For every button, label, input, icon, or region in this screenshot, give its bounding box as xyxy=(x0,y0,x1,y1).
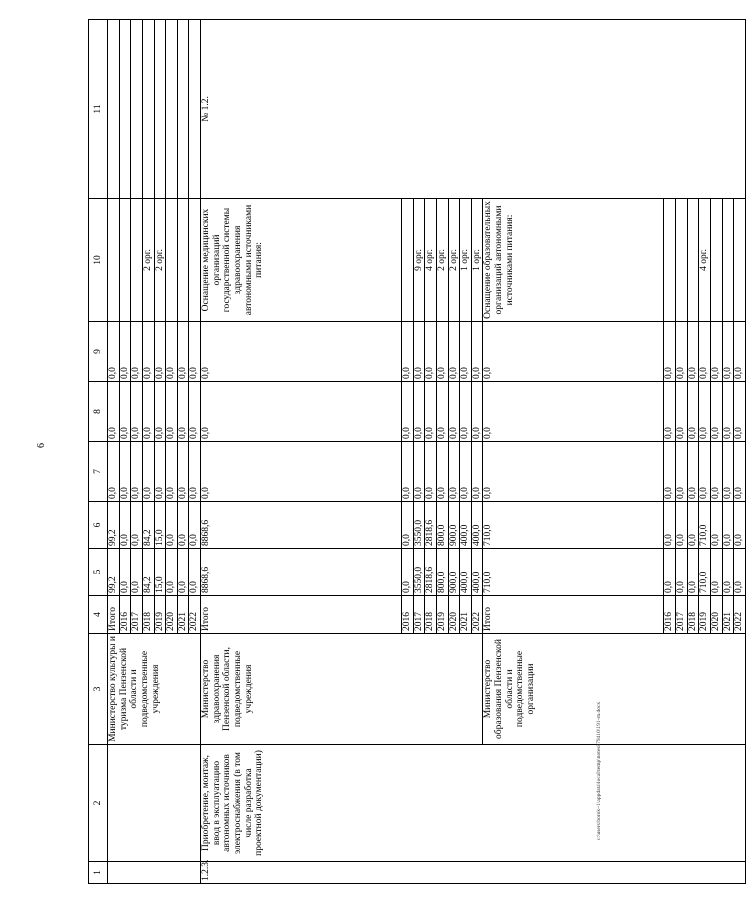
value-cell: 0,0 xyxy=(425,322,437,382)
item-code: 1.2.3. xyxy=(201,862,746,884)
value-cell: 0,0 xyxy=(108,442,120,502)
indicator-cell: 1 орг. xyxy=(460,199,472,322)
value-cell: 800,0 xyxy=(436,502,448,549)
value-cell: 0,0 xyxy=(119,502,131,549)
value-cell: 0,0 xyxy=(460,322,472,382)
year-cell: Итого xyxy=(108,596,120,634)
value-cell: 0,0 xyxy=(142,442,154,502)
indicator-cell xyxy=(177,199,189,322)
year-cell: 2021 xyxy=(722,596,734,634)
value-cell: 0,0 xyxy=(734,502,746,549)
value-cell: 0,0 xyxy=(166,442,178,502)
year-cell: 2019 xyxy=(699,596,711,634)
indicator-cell: 9 орг. xyxy=(413,199,425,322)
value-cell: 0,0 xyxy=(131,322,143,382)
value-cell: 0,0 xyxy=(131,502,143,549)
col-3-header: 3 xyxy=(89,634,108,745)
value-cell: 0,0 xyxy=(436,442,448,502)
indicator-cell: 2 орг. xyxy=(154,199,166,322)
value-cell: 0,0 xyxy=(710,322,722,382)
indicator-cell xyxy=(722,199,734,322)
value-cell: 400,0 xyxy=(460,549,472,596)
value-cell: 0,0 xyxy=(119,442,131,502)
total-value: 8868,6 xyxy=(201,502,402,549)
value-cell: 0,0 xyxy=(436,382,448,442)
col11-cell xyxy=(177,20,189,199)
value-cell: 0,0 xyxy=(413,442,425,502)
value-cell: 0,0 xyxy=(722,442,734,502)
value-cell: 0,0 xyxy=(687,322,699,382)
col11-cell xyxy=(119,20,131,199)
value-cell: 0,0 xyxy=(402,549,414,596)
value-cell: 0,0 xyxy=(177,502,189,549)
value-cell: 0,0 xyxy=(710,382,722,442)
table-row xyxy=(201,20,402,884)
value-cell: 0,0 xyxy=(676,502,688,549)
col-2-header: 2 xyxy=(89,745,108,862)
value-cell: 0,0 xyxy=(166,502,178,549)
year-cell: 2020 xyxy=(710,596,722,634)
value-cell: 0,0 xyxy=(460,382,472,442)
header-row xyxy=(89,20,108,884)
value-cell: 0,0 xyxy=(154,442,166,502)
value-cell: 0,0 xyxy=(699,442,711,502)
value-cell: 0,0 xyxy=(471,382,483,442)
org-health: Министерство здравоохранения Пензенской области, подведомственные учреждения xyxy=(201,634,483,745)
year-cell: 2018 xyxy=(142,596,154,634)
value-cell: 0,0 xyxy=(154,322,166,382)
value-cell: 84,2 xyxy=(142,502,154,549)
org-culture: Министерство культуры и туризма Пензенской области и подведомственные учреждения xyxy=(108,634,201,745)
indicator-title: Оснащение образовательных организаций автономными источниками питания: xyxy=(483,199,664,322)
value-cell: 0,0 xyxy=(471,442,483,502)
file-path-footer: c:\users\borok~1\appdata\local\temp\notes879410\191-rn.docx xyxy=(596,701,602,840)
indicator-cell: 4 орг. xyxy=(425,199,437,322)
col-9-header: 9 xyxy=(89,322,108,382)
value-cell: 0,0 xyxy=(177,442,189,502)
value-cell: 400,0 xyxy=(460,502,472,549)
value-cell: 0,0 xyxy=(664,322,676,382)
table-row xyxy=(108,20,120,884)
year-cell: 2016 xyxy=(119,596,131,634)
col11-cell xyxy=(154,20,166,199)
item-code-cell xyxy=(108,862,201,884)
value-cell: 0,0 xyxy=(166,382,178,442)
value-cell: 0,0 xyxy=(710,502,722,549)
value-cell: 0,0 xyxy=(189,382,201,442)
value-cell: 0,0 xyxy=(413,382,425,442)
col-8-header: 8 xyxy=(89,382,108,442)
col-1-header: 1 xyxy=(89,862,108,884)
indicator-cell xyxy=(664,199,676,322)
year-cell: 2022 xyxy=(734,596,746,634)
col-5-header: 5 xyxy=(89,549,108,596)
year-cell: 2017 xyxy=(676,596,688,634)
indicator-cell: 4 орг. xyxy=(699,199,711,322)
col-4-header: 4 xyxy=(89,596,108,634)
value-cell: 0,0 xyxy=(687,502,699,549)
indicator-cell xyxy=(119,199,131,322)
col-6-header: 6 xyxy=(89,502,108,549)
item-title-cell xyxy=(108,745,201,862)
col11-cell xyxy=(131,20,143,199)
value-cell: 2818,6 xyxy=(425,549,437,596)
total-value: 0,0 xyxy=(201,442,402,502)
value-cell: 710,0 xyxy=(699,502,711,549)
value-cell: 0,0 xyxy=(722,502,734,549)
year-cell: 2016 xyxy=(402,596,414,634)
value-cell: 0,0 xyxy=(108,382,120,442)
value-cell: 3550,0 xyxy=(413,502,425,549)
value-cell: 0,0 xyxy=(471,322,483,382)
value-cell: 0,0 xyxy=(402,382,414,442)
col-11-header: 11 xyxy=(89,20,108,199)
value-cell: 0,0 xyxy=(676,549,688,596)
value-cell: 900,0 xyxy=(448,502,460,549)
value-cell: 0,0 xyxy=(460,442,472,502)
value-cell: 0,0 xyxy=(177,549,189,596)
indicator-cell: 2 орг. xyxy=(436,199,448,322)
indicator-cell xyxy=(402,199,414,322)
value-cell: 0,0 xyxy=(722,549,734,596)
program-table xyxy=(88,19,746,884)
value-cell: 99,2 xyxy=(108,549,120,596)
year-cell: 2022 xyxy=(471,596,483,634)
value-cell: 0,0 xyxy=(131,442,143,502)
value-cell: 0,0 xyxy=(664,502,676,549)
total-value: 710,0 xyxy=(483,502,664,549)
value-cell: 0,0 xyxy=(710,442,722,502)
value-cell: 710,0 xyxy=(699,549,711,596)
value-cell: 0,0 xyxy=(189,442,201,502)
indicator-cell: 2 орг. xyxy=(142,199,154,322)
value-cell: 0,0 xyxy=(448,322,460,382)
value-cell: 15,0 xyxy=(154,549,166,596)
year-cell: 2022 xyxy=(189,596,201,634)
value-cell: 0,0 xyxy=(676,442,688,502)
indicator-cell xyxy=(710,199,722,322)
value-cell: 0,0 xyxy=(189,502,201,549)
value-cell: 0,0 xyxy=(119,382,131,442)
year-cell: 2019 xyxy=(154,596,166,634)
value-cell: 2818,6 xyxy=(425,502,437,549)
value-cell: 400,0 xyxy=(471,502,483,549)
col-10-header: 10 xyxy=(89,199,108,322)
value-cell: 0,0 xyxy=(142,322,154,382)
indicator-title: Оснащение медицинских организаций государственной системы здравоохранения автономными источниками питания: xyxy=(201,199,402,322)
total-value: 710,0 xyxy=(483,549,664,596)
indicator-cell xyxy=(687,199,699,322)
value-cell: 0,0 xyxy=(177,322,189,382)
value-cell: 0,0 xyxy=(425,382,437,442)
year-cell: 2018 xyxy=(425,596,437,634)
value-cell: 0,0 xyxy=(154,382,166,442)
value-cell: 0,0 xyxy=(734,442,746,502)
indicator-cell xyxy=(108,199,120,322)
value-cell: 0,0 xyxy=(108,322,120,382)
value-cell: 0,0 xyxy=(734,549,746,596)
value-cell: 0,0 xyxy=(687,382,699,442)
total-value: 0,0 xyxy=(483,382,664,442)
value-cell: 0,0 xyxy=(448,382,460,442)
value-cell: 0,0 xyxy=(699,322,711,382)
value-cell: 0,0 xyxy=(119,322,131,382)
year-cell: 2021 xyxy=(460,596,472,634)
year-cell: 2018 xyxy=(687,596,699,634)
col-7-header: 7 xyxy=(89,442,108,502)
year-cell: 2016 xyxy=(664,596,676,634)
value-cell: 84,2 xyxy=(142,549,154,596)
total-value: 0,0 xyxy=(201,322,402,382)
indicator-cell xyxy=(131,199,143,322)
value-cell: 0,0 xyxy=(676,322,688,382)
value-cell: 0,0 xyxy=(722,322,734,382)
page-number: 6 xyxy=(36,443,47,448)
year-cell: 2019 xyxy=(436,596,448,634)
col11-cell xyxy=(108,20,120,199)
year-cell: 2017 xyxy=(413,596,425,634)
program-table-rotated xyxy=(88,20,745,884)
value-cell: 0,0 xyxy=(166,549,178,596)
year-cell: 2017 xyxy=(131,596,143,634)
indicator-cell xyxy=(189,199,201,322)
value-cell: 0,0 xyxy=(402,442,414,502)
value-cell: 0,0 xyxy=(664,382,676,442)
value-cell: 0,0 xyxy=(189,322,201,382)
col11-reference: № 1.2. xyxy=(201,20,746,199)
value-cell: 99,2 xyxy=(108,502,120,549)
total-label: Итого xyxy=(201,596,402,634)
indicator-cell: 2 орг. xyxy=(448,199,460,322)
value-cell: 0,0 xyxy=(448,442,460,502)
value-cell: 800,0 xyxy=(436,549,448,596)
value-cell: 0,0 xyxy=(436,322,448,382)
org-education: Министерство образования Пензенской области и подведомственные организации xyxy=(483,634,745,745)
value-cell: 0,0 xyxy=(177,382,189,442)
col11-cell xyxy=(142,20,154,199)
value-cell: 0,0 xyxy=(425,442,437,502)
col11-cell xyxy=(166,20,178,199)
value-cell: 3550,0 xyxy=(413,549,425,596)
total-value: 0,0 xyxy=(201,382,402,442)
value-cell: 0,0 xyxy=(734,382,746,442)
total-value: 0,0 xyxy=(483,322,664,382)
value-cell: 0,0 xyxy=(402,502,414,549)
value-cell: 0,0 xyxy=(131,382,143,442)
value-cell: 0,0 xyxy=(166,322,178,382)
value-cell: 0,0 xyxy=(664,442,676,502)
year-cell: 2020 xyxy=(166,596,178,634)
value-cell: 0,0 xyxy=(676,382,688,442)
value-cell: 0,0 xyxy=(687,549,699,596)
indicator-cell xyxy=(734,199,746,322)
value-cell: 0,0 xyxy=(664,549,676,596)
value-cell: 0,0 xyxy=(119,549,131,596)
indicator-cell: 1 орг. xyxy=(471,199,483,322)
year-cell: 2021 xyxy=(177,596,189,634)
total-value: 8868,6 xyxy=(201,549,402,596)
value-cell: 0,0 xyxy=(710,549,722,596)
value-cell: 0,0 xyxy=(131,549,143,596)
indicator-cell xyxy=(166,199,178,322)
value-cell: 0,0 xyxy=(722,382,734,442)
value-cell: 0,0 xyxy=(734,322,746,382)
value-cell: 0,0 xyxy=(142,382,154,442)
value-cell: 900,0 xyxy=(448,549,460,596)
item-title: Приобретение, монтаж, ввод в эксплуатацию автономных источников электроснабжения (в том числе разработка проектной документации) xyxy=(201,745,746,862)
value-cell: 0,0 xyxy=(413,322,425,382)
value-cell: 0,0 xyxy=(699,382,711,442)
value-cell: 400,0 xyxy=(471,549,483,596)
value-cell: 0,0 xyxy=(402,322,414,382)
value-cell: 0,0 xyxy=(189,549,201,596)
total-value: 0,0 xyxy=(483,442,664,502)
indicator-cell xyxy=(676,199,688,322)
value-cell: 15,0 xyxy=(154,502,166,549)
value-cell: 0,0 xyxy=(687,442,699,502)
year-cell: 2020 xyxy=(448,596,460,634)
total-label: Итого xyxy=(483,596,664,634)
col11-cell xyxy=(189,20,201,199)
